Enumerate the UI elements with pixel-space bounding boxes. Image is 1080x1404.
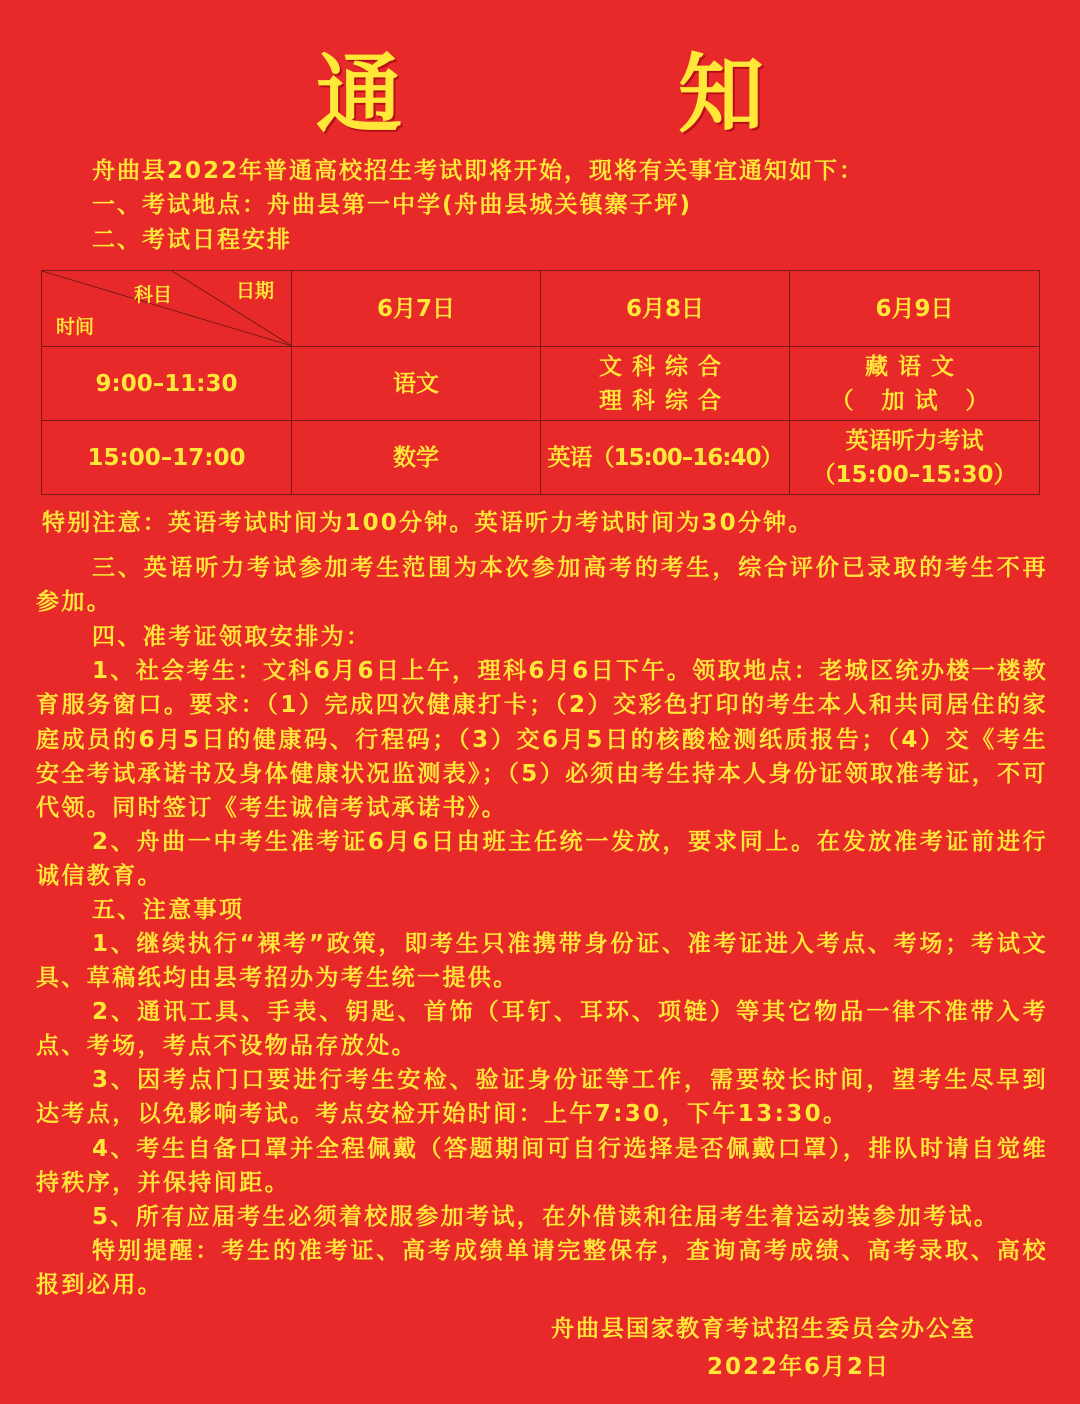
subject-cell [790,347,1040,421]
date-header-cell: 6月7日 [292,271,541,347]
table-corner-cell [42,271,292,347]
time-cell: 15:00–17:00 [42,421,292,495]
section-5-item-5: 5、所有应届考生必须着校服参加考试，在外借读和往届考生着运动装参加考试。 [92,1204,1000,1230]
date-header-cell: 6月8日 [541,271,790,347]
section-1-location: 一、考试地点：舟曲县第一中学(舟曲县城关镇寨子坪) [92,192,693,218]
subject-line: （ 加试 ） [830,387,999,414]
section-3-paragraph: 三、英语听力考试参加考生范围为本次参加高考的考生，综合评价已录取的考生不再参加。 [36,555,1048,616]
header-date-label: 日期 [236,280,275,302]
subject-line: （15:00–15:30） [812,461,1017,488]
section-5-item-3: 3、因考点门口要进行考生安检、验证身份证等工作，需要较长时间，望考生尽早到达考点，以免影响考试。考点安检开始时间：上午7:30，下午13:30。 [36,1067,1048,1128]
section-5-item-4: 4、考生自备口罩并全程佩戴（答题期间可自行选择是否佩戴口罩），排队时请自觉维持秩序，并保持间距。 [36,1136,1048,1197]
special-note: 特别注意：英语考试时间为100分钟。英语听力考试时间为30分钟。 [42,510,814,536]
signature-date: 2022年6月2日 [707,1354,891,1380]
section-5-heading: 五、注意事项 [92,897,245,923]
intro-line: 舟曲县2022年普通高校招生考试即将开始，现将有关事宜通知如下： [92,158,865,184]
subject-cell: 英语（15:00–16:40） [541,421,790,495]
subject-cell [541,347,790,421]
section-4-heading: 四、准考证领取安排为： [92,624,372,650]
subject-line: 英语听力考试 [845,427,984,454]
subject-cell [790,421,1040,495]
special-reminder: 特别提醒：考生的准考证、高考成绩单请完整保存，查询高考成绩、高考录取、高校报到必用。 [36,1238,1048,1299]
subject-cell: 语文 [292,347,541,421]
subject-line: 藏语文 [865,353,964,380]
header-time-label: 时间 [56,316,95,338]
subject-cell: 数学 [292,421,541,495]
section-5-item-1: 1、继续执行“裸考”政策，即考生只准携带身份证、准考证进入考点、考场；考试文具、草稿纸均由县考招办为考生统一提供。 [36,931,1048,992]
table-row [42,347,1040,421]
exam-schedule-table [41,270,1040,495]
notice-title: 通 知 [316,45,859,145]
subject-line: 文科综合 [599,353,731,380]
section-4-item-2: 2、舟曲一中考生准考证6月6日由班主任统一发放，要求同上。在发放准考证前进行诚信教育。 [36,829,1048,890]
section-5-item-2: 2、通讯工具、手表、钥匙、首饰（耳钉、耳环、项链）等其它物品一律不准带入考点、考场，考点不设物品存放处。 [36,999,1048,1060]
table-header-row [42,271,1040,347]
section-2-heading: 二、考试日程安排 [92,227,292,253]
signature-organization: 舟曲县国家教育考试招生委员会办公室 [551,1316,976,1342]
time-cell: 9:00–11:30 [42,347,292,421]
subject-line: 理科综合 [599,387,731,414]
header-subject-label: 科目 [134,284,173,306]
section-4-item-1: 1、社会考生：文科6月6日上午，理科6月6日下午。领取地点：老城区统办楼一楼教育服务窗口。要求：（1）完成四次健康打卡；（2）交彩色打印的考生本人和共同居住的家庭成员的6月5日的健康码、行程码；（3）交6月5日的核酸检测纸质报告；（4）交《考生安全考试承诺书及身体健康状况监测表》；（5）必须由考生持本人身份证领取准考证，不可代领。同时签订《考生诚信考试承诺书》。 [36,658,1048,822]
date-header-cell: 6月9日 [790,271,1040,347]
table-row [42,421,1040,495]
